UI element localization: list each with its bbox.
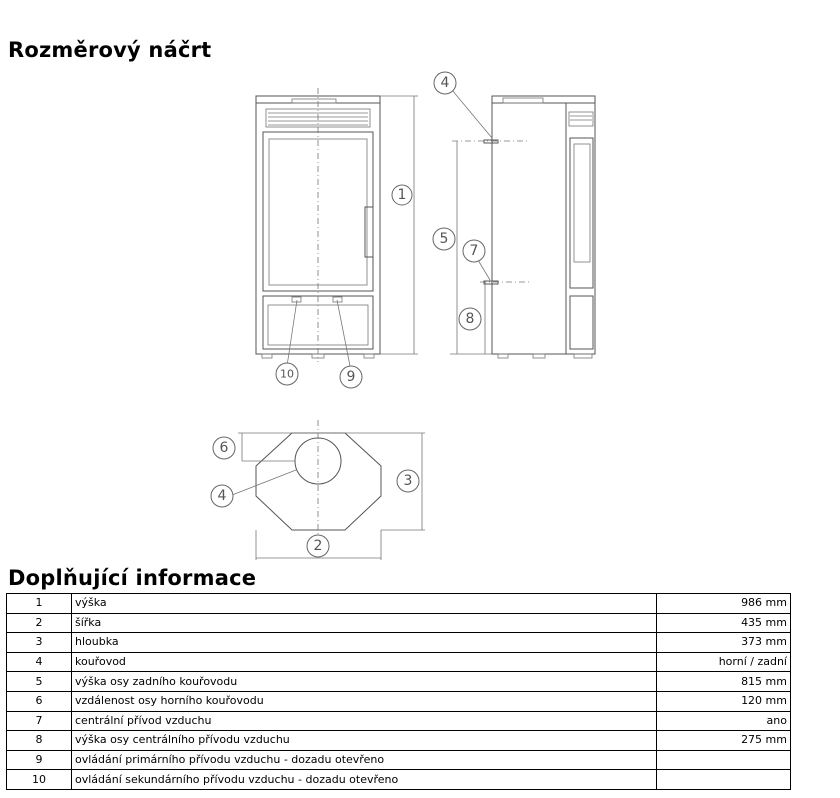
table-row bbox=[7, 750, 791, 770]
callout-3-label: 3 bbox=[403, 473, 413, 489]
row-number: 2 bbox=[7, 613, 72, 633]
row-number: 6 bbox=[7, 691, 72, 711]
callout-2-label: 2 bbox=[313, 538, 323, 554]
row-number: 8 bbox=[7, 731, 72, 751]
callout-8-label: 8 bbox=[465, 311, 475, 327]
callout-5-label: 5 bbox=[439, 231, 449, 247]
callout-6-label: 6 bbox=[219, 440, 229, 456]
row-number: 4 bbox=[7, 652, 72, 672]
row-number: 9 bbox=[7, 750, 72, 770]
row-value: ano bbox=[657, 711, 791, 731]
callout-2 bbox=[307, 535, 329, 557]
row-number: 10 bbox=[7, 770, 72, 790]
info-table-body bbox=[7, 594, 791, 790]
row-label: centrální přívod vzduchu bbox=[72, 711, 657, 731]
row-label: šířka bbox=[72, 613, 657, 633]
callout-10 bbox=[276, 363, 298, 385]
callout-4-top-label: 4 bbox=[217, 488, 227, 504]
row-label: kouřovod bbox=[72, 652, 657, 672]
callout-1-label: 1 bbox=[397, 187, 407, 203]
table-row bbox=[7, 672, 791, 692]
callout-3 bbox=[397, 470, 419, 492]
table-row bbox=[7, 691, 791, 711]
callout-7 bbox=[463, 240, 485, 262]
callout-9-label: 9 bbox=[346, 369, 356, 385]
front-view bbox=[256, 88, 418, 366]
section-title-sketch: Rozměrový náčrt bbox=[8, 38, 212, 62]
top-view bbox=[232, 420, 425, 560]
row-label: ovládání sekundárního přívodu vzduchu - dozadu otevřeno bbox=[72, 770, 657, 790]
row-label: hloubka bbox=[72, 633, 657, 653]
callout-8 bbox=[459, 308, 481, 330]
row-value: 986 mm bbox=[657, 594, 791, 614]
row-value: 435 mm bbox=[657, 613, 791, 633]
callout-10-label: 10 bbox=[280, 367, 294, 381]
callout-1 bbox=[392, 185, 412, 205]
table-row bbox=[7, 613, 791, 633]
row-value bbox=[657, 750, 791, 770]
callout-4-side bbox=[434, 72, 456, 94]
info-table bbox=[6, 593, 791, 790]
callout-4-side-label: 4 bbox=[440, 75, 450, 91]
row-label: ovládání primárního přívodu vzduchu - dozadu otevřeno bbox=[72, 750, 657, 770]
row-number: 5 bbox=[7, 672, 72, 692]
table-row bbox=[7, 770, 791, 790]
row-value: 275 mm bbox=[657, 731, 791, 751]
table-row bbox=[7, 711, 791, 731]
row-number: 7 bbox=[7, 711, 72, 731]
row-value: horní / zadní bbox=[657, 652, 791, 672]
row-label: výška osy zadního kouřovodu bbox=[72, 672, 657, 692]
table-row bbox=[7, 731, 791, 751]
row-label: vzdálenost osy horního kouřovodu bbox=[72, 691, 657, 711]
table-row bbox=[7, 594, 791, 614]
callout-9 bbox=[340, 366, 362, 388]
callout-7-label: 7 bbox=[469, 243, 479, 259]
row-value: 120 mm bbox=[657, 691, 791, 711]
row-value: 373 mm bbox=[657, 633, 791, 653]
callout-5 bbox=[433, 228, 455, 250]
table-row bbox=[7, 633, 791, 653]
row-label: výška osy centrálního přívodu vzduchu bbox=[72, 731, 657, 751]
row-value: 815 mm bbox=[657, 672, 791, 692]
row-label: výška bbox=[72, 594, 657, 614]
table-row bbox=[7, 652, 791, 672]
callout-4-top bbox=[211, 485, 233, 507]
section-title-info: Doplňující informace bbox=[8, 566, 257, 590]
row-number: 3 bbox=[7, 633, 72, 653]
row-value bbox=[657, 770, 791, 790]
row-number: 1 bbox=[7, 594, 72, 614]
callout-6 bbox=[213, 437, 235, 459]
